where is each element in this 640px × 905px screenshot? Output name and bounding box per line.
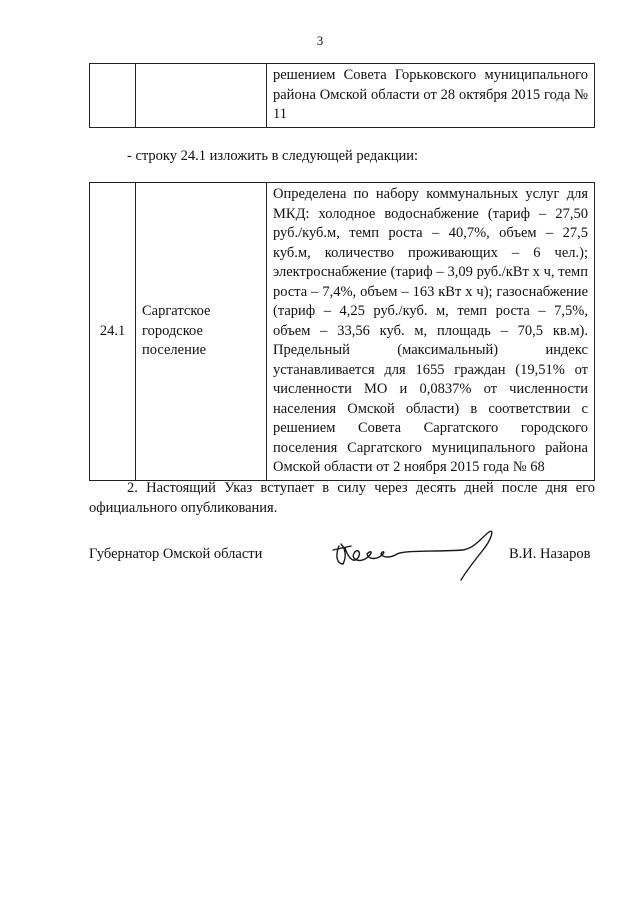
amended-row-table — [89, 182, 595, 481]
previous-table-fragment — [89, 63, 595, 128]
row-name-cell — [136, 64, 267, 128]
municipality-name-cell: Саргатское городское поселение — [136, 183, 267, 481]
table-row — [90, 64, 595, 128]
row-number-cell: 24.1 — [90, 183, 136, 481]
signer-title: Губернатор Омской области — [89, 546, 263, 562]
table-row — [90, 183, 595, 481]
row-description-cell: Определена по набору коммунальных услуг для МКД: холодное водоснабжение (тариф – 27,50 руб./куб.м, темп роста – 40,7%, объем – 27,5 куб.м, количество проживающих – 6 чел.); электроснабжение (тариф – 3,09 руб./кВт х ч, темп роста – 7,4%, объем – 163 кВт х ч); газоснабжение (тариф – 4,25 руб./куб. м, темп роста – 7,5%, объем – 33,56 куб. м, площадь – 70,5 кв.м). Предельный (максимальный) индекс устанавливается для 1655 граждан (19,51% от численности МО и 0,0837% от численности населения Омской области) в соответствии с решением Совета Саргатского городского поселения Саргатского муниципального района Омской области от 2 ноября 2015 года № 68 — [267, 183, 595, 481]
handwritten-signature — [325, 526, 505, 586]
intro-line: - строку 24.1 изложить в следующей редакции: — [127, 148, 419, 164]
row-description-cell: решением Совета Горьковского муниципального района Омской области от 28 октября 2015 года № 11 — [267, 64, 595, 128]
signer-name: В.И. Назаров — [509, 546, 591, 562]
row-number-cell — [90, 64, 136, 128]
page-number: 3 — [316, 33, 324, 48]
paragraph-2: 2. Настоящий Указ вступает в силу через десять дней после дня его официального опубликования. — [89, 480, 595, 516]
